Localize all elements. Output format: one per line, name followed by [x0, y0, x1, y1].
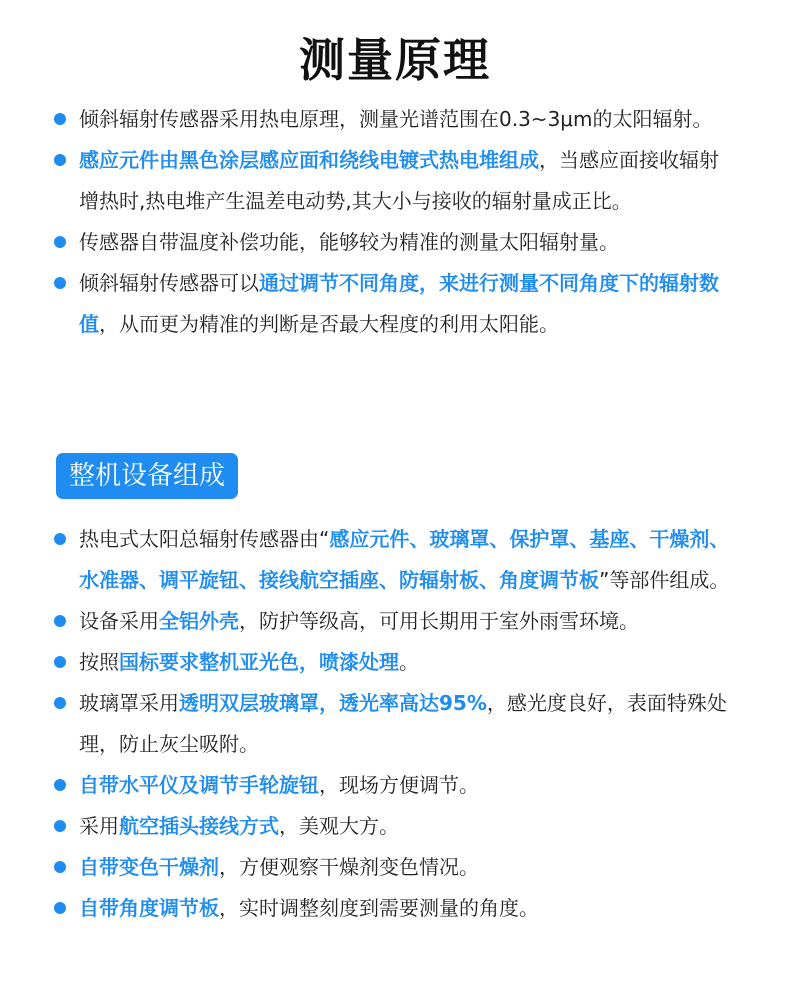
body-text: 倾斜辐射传感器采用热电原理，测量光谱范围在0.3~3μm的太阳辐射。	[79, 107, 713, 131]
list-item	[0, 888, 790, 929]
body-text: ，从而更为精准的判断是否最大程度的利用太阳能。	[99, 312, 559, 336]
bullet-dot-icon	[54, 779, 66, 791]
body-text: ，当感应面接收辐射增热时,热电堆产生温差电动势,其大小与接收的辐射量成正比。	[79, 148, 719, 213]
page-title: 测量原理	[299, 33, 491, 87]
bullet-dot-icon	[54, 656, 66, 668]
bullet-dot-icon	[54, 697, 66, 709]
bullet-dot-icon	[54, 154, 66, 166]
highlighted-text: 自带变色干燥剂	[79, 855, 219, 879]
bullet-dot-icon	[54, 533, 66, 545]
highlighted-text: 透明双层玻璃罩，透光率高达95%	[179, 691, 487, 715]
bullet-dot-icon	[54, 902, 66, 914]
list-item	[0, 847, 790, 888]
list-item	[0, 806, 790, 847]
list-item	[0, 601, 790, 642]
highlighted-text: 自带角度调节板	[79, 896, 219, 920]
list-item	[0, 519, 790, 601]
components-list	[0, 519, 790, 929]
bullet-dot-icon	[54, 277, 66, 289]
body-text: ，感光度良好，表面特殊处理，防止灰尘吸附。	[79, 691, 727, 756]
list-item	[0, 765, 790, 806]
section-badge: 整机设备组成	[56, 453, 238, 499]
list-item	[0, 642, 790, 683]
body-text: ，方便观察干燥剂变色情况。	[219, 855, 479, 879]
body-text: 设备采用	[79, 609, 159, 633]
highlighted-text: 航空插头接线方式	[119, 814, 279, 838]
body-text: ，防护等级高，可用长期用于室外雨雪环境。	[239, 609, 639, 633]
body-text: 热电式太阳总辐射传感器由“	[79, 527, 330, 551]
body-text: ，美观大方。	[279, 814, 399, 838]
bullet-dot-icon	[54, 236, 66, 248]
body-text: 玻璃罩采用	[79, 691, 179, 715]
highlighted-text: 感应元件、玻璃罩、保护罩、基座、干燥剂、水准器、调平旋钮、接线航空插座、防辐射板、角度调节板	[79, 527, 730, 592]
body-text: ”等部件组成。	[599, 568, 730, 592]
bullet-dot-icon	[54, 820, 66, 832]
list-item	[0, 263, 790, 345]
body-text: 采用	[79, 814, 119, 838]
body-text: 按照	[79, 650, 119, 674]
highlighted-text: 自带水平仪及调节手轮旋钮	[79, 773, 319, 797]
highlighted-text: 国标要求整机亚光色，喷漆处理	[119, 650, 399, 674]
list-item	[0, 140, 790, 222]
body-text: 。	[399, 650, 419, 674]
bullet-dot-icon	[54, 615, 66, 627]
highlighted-text: 通过调节不同角度，来进行测量不同角度下的辐射数值	[79, 271, 719, 336]
highlighted-text: 全铝外壳	[159, 609, 239, 633]
list-item	[0, 683, 790, 765]
list-item	[0, 99, 790, 140]
principle-list	[0, 99, 790, 345]
bullet-dot-icon	[54, 113, 66, 125]
bullet-dot-icon	[54, 861, 66, 873]
highlighted-text: 感应元件由黑色涂层感应面和绕线电镀式热电堆组成	[79, 148, 539, 172]
body-text: 倾斜辐射传感器可以	[79, 271, 259, 295]
body-text: ，现场方便调节。	[319, 773, 479, 797]
body-text: ，实时调整刻度到需要测量的角度。	[219, 896, 539, 920]
body-text: 传感器自带温度补偿功能，能够较为精准的测量太阳辐射量。	[79, 230, 619, 254]
list-item	[0, 222, 790, 263]
